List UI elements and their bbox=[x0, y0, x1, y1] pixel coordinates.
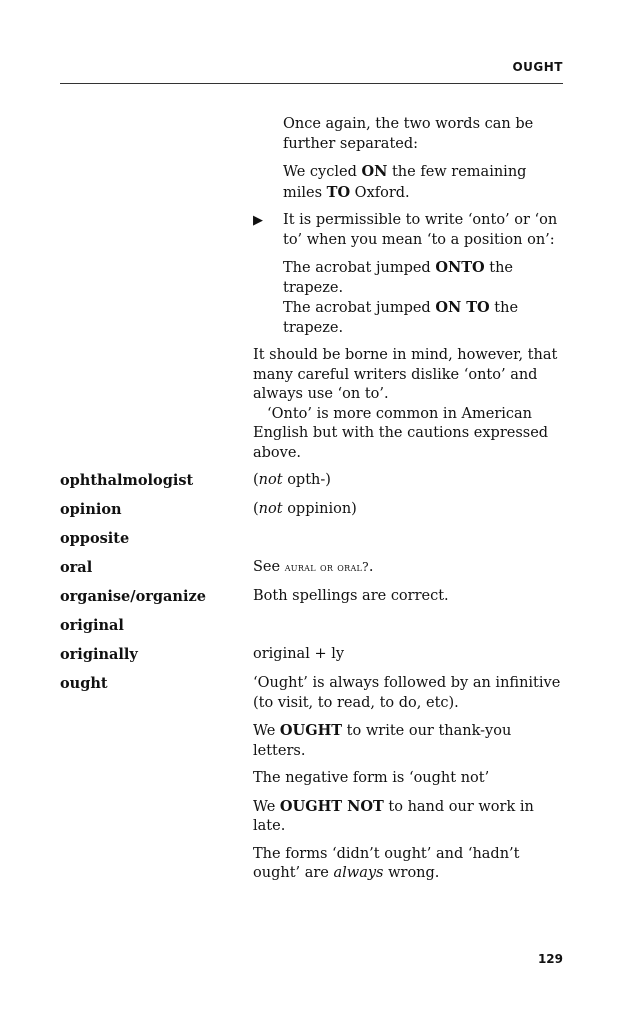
definition: (not opth-) bbox=[253, 472, 331, 488]
headword: ought bbox=[60, 675, 108, 692]
definition bbox=[253, 529, 563, 558]
headword: opposite bbox=[60, 530, 130, 547]
headword: oral bbox=[60, 559, 93, 576]
definition: original + ly bbox=[253, 646, 345, 662]
definition: See aural or oral?. bbox=[253, 559, 374, 575]
entry-organise bbox=[60, 587, 563, 616]
ought-example-positive: We OUGHT to write our thank-you letters. bbox=[253, 722, 512, 759]
pointer-triangle-icon: ▶ bbox=[253, 213, 263, 228]
example-on-to-separated: We cycled ON the few remaining miles TO Oxford. bbox=[283, 163, 527, 201]
entry-originally bbox=[60, 645, 563, 674]
intro-text: Once again, the two words can be further separated: bbox=[283, 116, 534, 152]
page-number: 129 bbox=[537, 952, 563, 966]
headword: organise/organize bbox=[60, 588, 206, 605]
entry-original bbox=[60, 616, 563, 645]
paragraph-american: ‘Onto’ is more common in American English but with the cautions expressed above. bbox=[253, 405, 549, 461]
entry-ought bbox=[60, 674, 563, 892]
header-rule bbox=[60, 83, 563, 84]
carryover-paragraphs bbox=[253, 346, 563, 463]
definition: Both spellings are correct. bbox=[253, 588, 449, 604]
carryover-section bbox=[253, 115, 563, 338]
entry-opposite bbox=[60, 529, 563, 558]
ought-wrong-forms: The forms ‘didn’t ought’ and ‘hadn’t ought’ are always wrong. bbox=[253, 845, 520, 881]
headword: ophthalmologist bbox=[60, 472, 194, 489]
page-content bbox=[60, 115, 563, 892]
running-head: OUGHT bbox=[512, 60, 563, 74]
headword: opinion bbox=[60, 501, 122, 518]
definition: (not oppinion) bbox=[253, 501, 357, 517]
usage-note: ▶ It is permissible to write ‘onto’ or ‘on to’ when you mean ‘to a position on’: bbox=[253, 212, 558, 248]
headword: original bbox=[60, 617, 124, 634]
example-on-to: The acrobat jumped ON TO the trapeze. bbox=[283, 299, 519, 336]
ought-negative-note: The negative form is ‘ought not’ bbox=[253, 770, 490, 786]
definition bbox=[253, 674, 563, 892]
entry-oral bbox=[60, 558, 563, 587]
paragraph-careful-writers: It should be borne in mind, however, that many careful writers dislike ‘onto’ and always use ‘on to’. bbox=[253, 347, 558, 402]
example-onto: The acrobat jumped ONTO the trapeze. bbox=[283, 259, 513, 296]
definition bbox=[253, 616, 563, 645]
entry-opinion bbox=[60, 500, 563, 529]
cross-reference: aural or oral? bbox=[284, 560, 369, 574]
headword: originally bbox=[60, 646, 138, 663]
ought-infinitive-note: ‘Ought’ is always followed by an infinitive (to visit, to read, to do, etc). bbox=[253, 675, 561, 711]
ought-example-negative: We OUGHT NOT to hand our work in late. bbox=[253, 797, 534, 834]
entry-ophthalmologist bbox=[60, 471, 563, 500]
